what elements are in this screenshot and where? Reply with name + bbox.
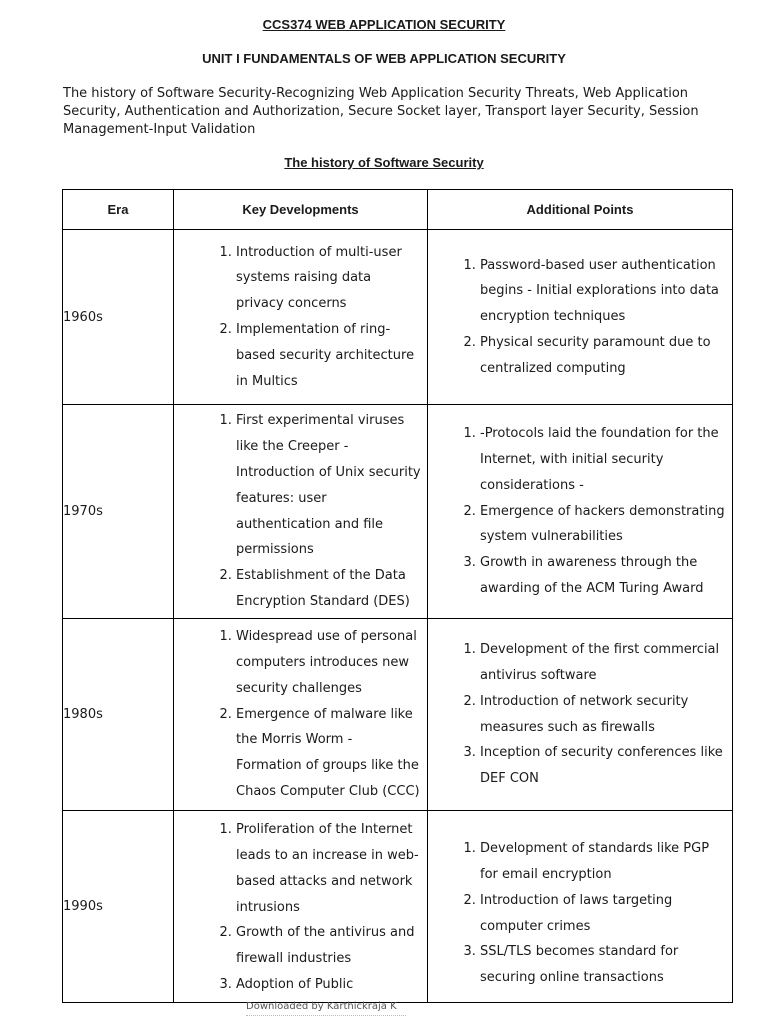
unit-topics-paragraph: The history of Software Security-Recognizing Web Application Security Threats, Web Application Security, Authentication and Authorization, Secure Socket layer, Transport layer Security, Session Management-Input Validation: [63, 86, 699, 137]
column-header-era: Era: [63, 190, 174, 230]
list-item: 1. Introduction of multi-user systems raising data privacy concerns: [236, 240, 421, 317]
key-developments-cell: [174, 811, 428, 1003]
list-item: 3. Growth in awareness through the awarding of the ACM Turing Award: [480, 550, 726, 602]
list-item: 1. Development of the first commercial antivirus software: [480, 637, 726, 689]
key-developments-list: [174, 408, 427, 614]
era-cell: 1970s: [63, 405, 174, 619]
footer-cut-off-line: [246, 1015, 406, 1019]
list-item: 1. -Protocols laid the foundation for the Internet, with initial security considerations -: [480, 421, 726, 498]
list-item: 2. Implementation of ring-based security architecture in Multics: [236, 317, 421, 394]
column-header-additional-points: Additional Points: [428, 190, 733, 230]
table-row: [63, 811, 733, 1003]
additional-points-cell: [428, 405, 733, 619]
additional-points-list: [428, 822, 732, 991]
key-developments-list: [174, 624, 427, 805]
table-row: [63, 230, 733, 405]
additional-points-cell: [428, 811, 733, 1003]
unit-title: UNIT I FUNDAMENTALS OF WEB APPLICATION SECURITY: [202, 51, 566, 66]
key-developments-list: [174, 240, 427, 395]
list-item: 2. Physical security paramount due to centralized computing: [480, 330, 726, 382]
list-item: 2. Introduction of network security measures such as firewalls: [480, 689, 726, 741]
download-footer: Downloaded by Karthickraja K: [246, 1001, 397, 1012]
list-item: 1. First experimental viruses like the Creeper - Introduction of Unix security features: user authentication and file permissions: [236, 408, 421, 563]
table-row: [63, 619, 733, 811]
table-row: [63, 405, 733, 619]
list-item: 3. Inception of security conferences like DEF CON: [480, 740, 726, 792]
additional-points-cell: [428, 619, 733, 811]
key-developments-cell: [174, 619, 428, 811]
list-item: 2. Growth of the antivirus and firewall industries: [236, 920, 421, 972]
table-header-row: [63, 190, 733, 230]
key-developments-list: [174, 815, 427, 998]
section-title: The history of Software Security: [284, 155, 484, 170]
additional-points-cell: [428, 230, 733, 405]
column-header-key-developments: Key Developments: [174, 190, 428, 230]
list-item: 2. Emergence of hackers demonstrating system vulnerabilities: [480, 499, 726, 551]
additional-points-list: [428, 253, 732, 382]
key-developments-cell: [174, 230, 428, 405]
list-item: 2. Introduction of laws targeting computer crimes: [480, 888, 726, 940]
era-cell: 1960s: [63, 230, 174, 405]
course-title: CCS374 WEB APPLICATION SECURITY: [262, 17, 506, 32]
era-cell: 1980s: [63, 619, 174, 811]
key-developments-cell: [174, 405, 428, 619]
era-cell: 1990s: [63, 811, 174, 1003]
list-item: 3. SSL/TLS becomes standard for securing online transactions: [480, 939, 726, 991]
list-item: 1. Widespread use of personal computers introduces new security challenges: [236, 624, 421, 701]
list-item: 1. Password-based user authentication begins - Initial explorations into data encryption techniques: [480, 253, 726, 330]
additional-points-list: [428, 421, 732, 602]
list-item: 3. Adoption of Public: [236, 972, 421, 998]
history-table: [62, 189, 733, 1003]
additional-points-list: [428, 637, 732, 792]
list-item: 1. Proliferation of the Internet leads to an increase in web-based attacks and network intrusions: [236, 817, 421, 920]
list-item: 2. Establishment of the Data Encryption Standard (DES): [236, 563, 421, 615]
list-item: 2. Emergence of malware like the Morris Worm - Formation of groups like the Chaos Computer Club (CCC): [236, 702, 421, 805]
list-item: 1. Development of standards like PGP for email encryption: [480, 836, 726, 888]
